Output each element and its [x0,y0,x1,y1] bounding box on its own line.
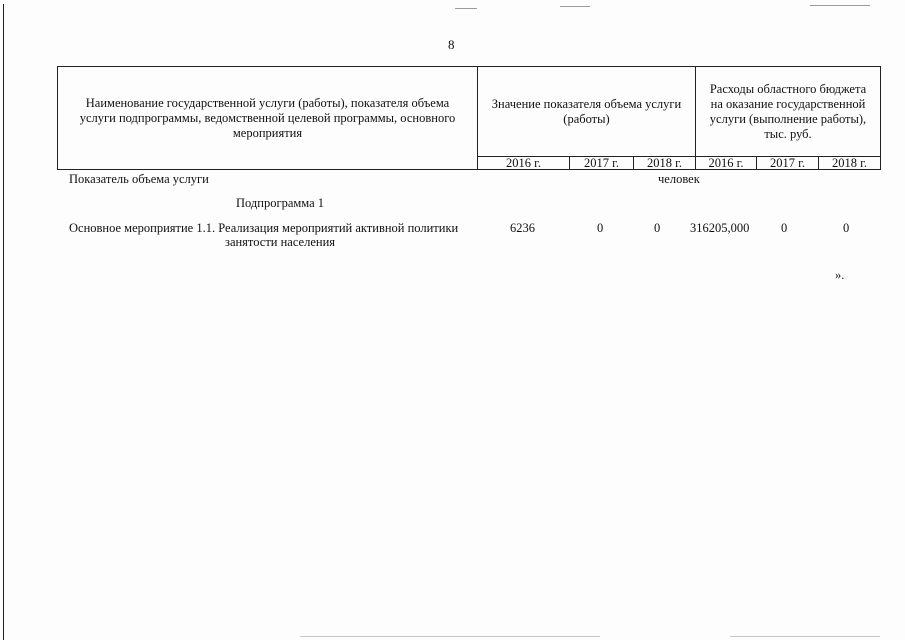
value-volume-2017: 0 [597,221,604,235]
activity-name-line1: Основное мероприятие 1.1. Реализация мероприятий активной политики [69,221,459,235]
year-2018-volume: 2018 г. [633,156,696,170]
unit-label: человек [658,172,700,186]
header-name-cell [57,66,478,170]
scan-artifact [730,636,880,637]
year-2017-expenses: 2017 г. [756,156,819,170]
page-edge-line [3,4,4,640]
activity-name-line2: занятости населения [225,235,336,249]
value-volume-2016: 6236 [510,221,535,235]
year-2018-expenses: 2018 г. [818,156,881,170]
subprogram-title: Подпрограмма 1 [236,196,325,210]
closing-quote-mark: ». [835,268,845,282]
header-volume-text: Значение показателя объема услуги (работы) [491,96,682,126]
header-volume-cell [477,66,696,157]
scan-artifact [810,5,870,6]
scan-artifact [455,8,477,9]
header-expenses-cell [695,66,881,157]
value-expenses-2018: 0 [843,221,850,235]
scan-artifact [300,636,600,637]
header-expenses-text: Расходы областного бюджета на оказание государственной услуги (выполнение работы), тыс. руб. [709,81,867,141]
indicator-label: Показатель объема услуги [69,172,209,186]
header-name-text: Наименование государственной услуги (работы), показателя объема услуги подпрограммы, ведомственной целевой программы, основного мероприятия [79,95,456,140]
value-expenses-2017: 0 [781,221,788,235]
year-2016-expenses: 2016 г. [695,156,757,170]
value-volume-2018: 0 [654,221,661,235]
value-expenses-2016: 316205,000 [690,221,750,235]
page-number: 8 [448,37,455,52]
scan-artifact [560,6,590,7]
year-2017-volume: 2017 г. [569,156,634,170]
year-2016-volume: 2016 г. [477,156,570,170]
